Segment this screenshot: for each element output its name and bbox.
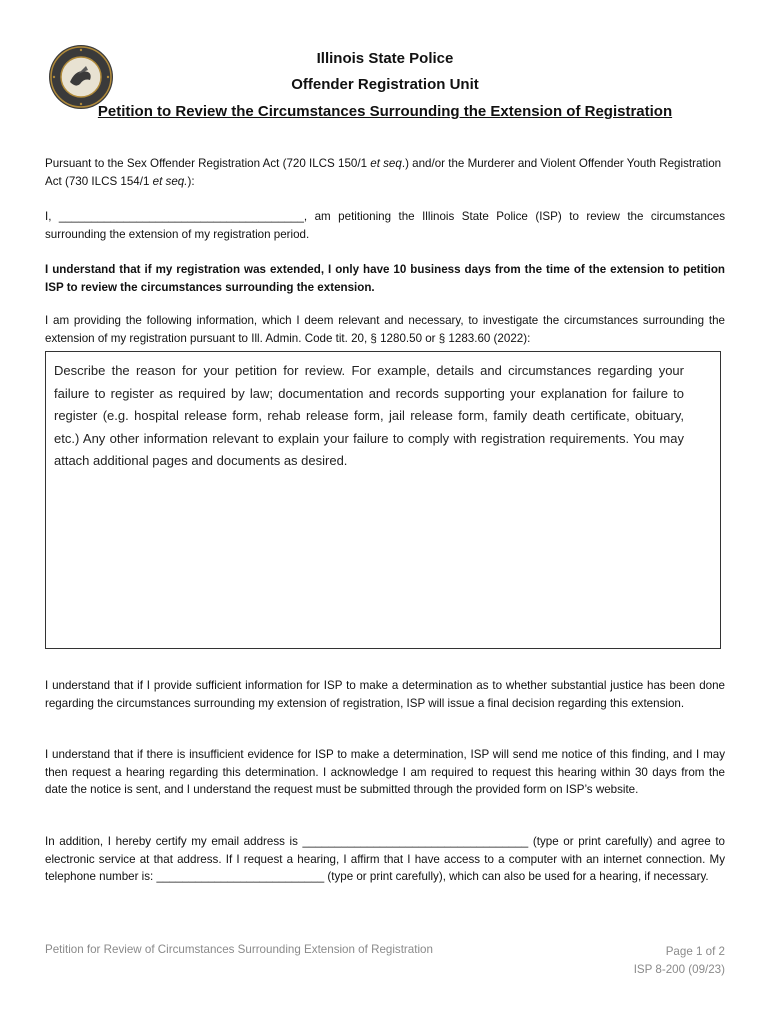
agency-name: Illinois State Police	[316, 50, 454, 67]
intro-text-pre: Pursuant to the Sex Offender Registration Act (720 ILCS 150/1	[45, 157, 371, 170]
footer-form-name: Petition for Review of Circumstances Surrounding Extension of Registration	[45, 943, 433, 956]
footer-page-info	[634, 943, 725, 979]
certification-statement[interactable]: In addition, I hereby certify my email address is ___________________________________ (type or print carefully) and agree to electronic service at that address. If I request a hearing, I affirm that I have access to a computer with an internet connection. My telephone number is: __________________________ (type or print carefully), which can also be used for a hearing, if necessary.	[45, 835, 725, 883]
reason-instructions: Describe the reason for your petition for review. For example, details and circumstances regarding your failure to register as required by law; documentation and records supporting your explanation for failure to register (e.g. hospital release form, rehab release form, jail release form, family death certificate, obituary, etc.) Any other information relevant to explain your failure to comply with registration requirements. You may attach additional pages and documents as desired.	[54, 363, 684, 469]
intro-et-seq-2: et seq.	[152, 174, 188, 188]
sufficient-info-statement: I understand that if I provide sufficient information for ISP to make a determination as to whether substantial justice has been done regarding the circumstances surrounding my extension of registration, ISP will issue a final decision regarding this extension.	[45, 679, 725, 710]
intro-paragraph	[45, 155, 725, 190]
page-number: Page 1 of 2	[665, 945, 725, 958]
deadline-notice: I understand that if my registration was extended, I only have 10 business days from the time of the extension to petition ISP to review the circumstances surrounding the extension.	[45, 263, 725, 294]
information-statement: I am providing the following information, which I deem relevant and necessary, to investigate the circumstances surrounding the extension of my registration pursuant to Ill. Admin. Code tit. 20, § 1280.50 or § 1283.60 (2022):	[45, 314, 725, 345]
intro-et-seq-1: et seq	[370, 157, 402, 170]
form-title: Petition to Review the Circumstances Surrounding the Extension of Registration	[97, 103, 673, 120]
form-number: ISP 8-200 (09/23)	[633, 963, 725, 976]
unit-name: Offender Registration Unit	[291, 76, 479, 93]
intro-text-post: ):	[187, 174, 195, 188]
intro-text-mid: .) and/or the Murderer and Violent Offender Youth Registration Act (730 ILCS 154/1	[45, 157, 722, 188]
insufficient-info-statement: I understand that if there is insufficient evidence for ISP to make a determination, ISP will send me notice of this finding, and I may then request a hearing regarding this determination. I acknowledge I am required to request this hearing within 30 days from the date the notice is sent, and I understand the request must be submitted through the provided form on ISP’s website.	[45, 748, 725, 796]
petitioner-name-statement[interactable]: I, ______________________________________, am petitioning the Illinois State Police (ISP) to review the circumstances surrounding the extension of my registration period.	[45, 210, 725, 241]
